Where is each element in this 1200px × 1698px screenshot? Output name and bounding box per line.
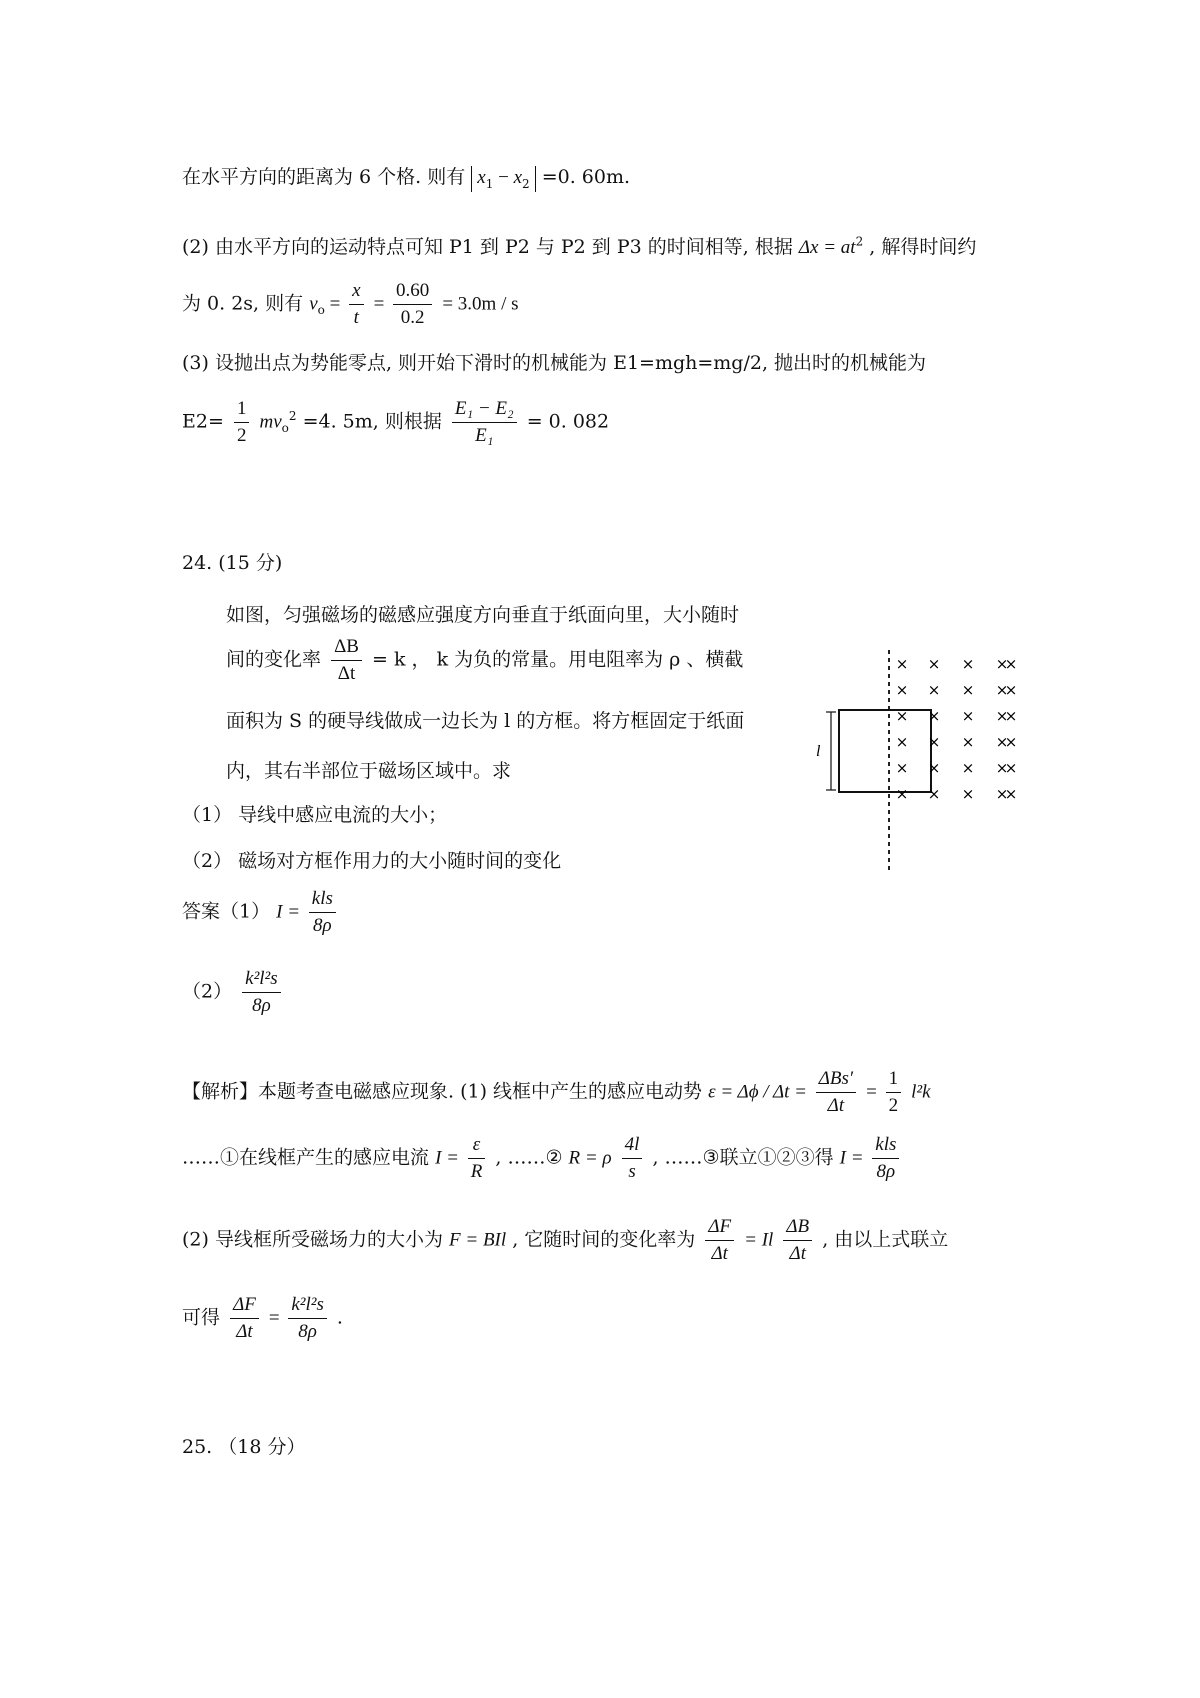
field-cross: × [1004,733,1018,751]
field-cross: × [961,681,975,699]
denominator: Δt [827,1094,845,1116]
field-cross: × [961,707,975,725]
numerator: 1 [234,398,250,423]
current-var: I = [435,1147,464,1169]
mv-sup: 2 [288,409,297,424]
solution-line-1 [182,162,630,192]
field-cross: × [961,733,975,751]
denominator: s [628,1160,636,1182]
fraction-x-over-t [349,280,363,329]
numerator: kls [872,1134,899,1159]
x2-sub: 2 [522,176,530,191]
denominator: R [470,1160,483,1182]
fraction-emf-over-R [468,1134,486,1183]
field-cross: × [961,785,975,803]
fraction-final [288,1294,327,1343]
line5-result: = 0. 082 [526,410,610,433]
field-cross: × [895,681,909,699]
analysis-l4-tail: . [336,1306,343,1329]
current-var-2: I = [839,1147,869,1169]
line1-result: =0. 60m. [541,166,631,188]
equals-sign: = [324,293,346,315]
x1-sub: 1 [485,176,494,191]
analysis-l2-mid2: , ……③联立①②③得 [652,1146,834,1169]
denominator: Δt [789,1242,806,1264]
denominator: E₁ [475,424,494,446]
answer-line-1 [182,888,340,937]
field-cross: × [895,655,909,673]
denominator: 2 [888,1094,899,1116]
equals-sign: = [268,1307,285,1329]
fraction-dB-dt-2 [783,1216,812,1265]
abs-expression [471,166,535,192]
numerator: ε [468,1134,486,1159]
field-cross: × [927,707,941,725]
field-cross: × [927,733,941,751]
q24-item-1: （1） 导线中感应电流的大小； [182,804,448,826]
force-eq: F = BIl [449,1229,507,1251]
numerator: kls [309,888,336,913]
question-25-header: 25. （18 分） [182,1436,306,1458]
answer-label-2: （2） [182,980,233,1003]
denominator: 0.2 [400,306,425,328]
q24-para-line-3: 面积为 S 的硬导线做成一边长为 l 的方框。将方框固定于纸面 [226,710,745,732]
line2-equation: Δx = at [798,237,856,258]
line2-text: (2) 由水平方向的运动特点可知 P1 到 P2 与 P2 到 P3 的时间相等, 根据 [182,236,793,258]
q24-para-line-1: 如图，匀强磁场的磁感应强度方向垂直于纸面向里，大小随时 [226,604,740,626]
numerator: k²l²s [242,968,281,993]
solution-line-5 [182,398,609,447]
analysis-l3-eq2: = Il [744,1229,774,1251]
fraction-4l-over-s [622,1134,643,1183]
mv-var: mv [259,411,282,433]
denominator: 8ρ [298,1320,317,1342]
x2-var: x [513,167,523,188]
fraction-dF-dt [705,1216,734,1265]
numerator: ΔB [783,1216,812,1241]
analysis-l3-mid: , 它随时间的变化率为 [512,1228,696,1251]
answer-line-2 [182,968,285,1017]
mv-sub: o [281,421,289,436]
denominator: 8ρ [313,914,332,936]
line5-mid: =4. 5m, 则根据 [302,410,442,433]
analysis-line-2 [182,1134,903,1183]
analysis-l3-tail: , 由以上式联立 [822,1228,949,1251]
field-cross: × [995,655,1009,673]
analysis-l2-pre: ……①在线框产生的感应电流 [182,1146,430,1169]
q24-para-line-2 [226,636,743,685]
field-cross: × [927,759,941,777]
field-cross: × [995,785,1009,803]
fraction-kls [872,1134,899,1183]
field-cross: × [995,681,1009,699]
analysis-line-3 [182,1216,948,1265]
square-wire-frame [839,710,931,792]
minus-sign: − [493,167,514,188]
field-cross: × [1004,785,1018,803]
solution-line-2 [182,232,976,259]
equals-sign: = [866,1081,882,1103]
resistance-eq: R = ρ [568,1147,612,1169]
denominator: Δt [236,1320,253,1342]
line5-pre: E2= [182,410,224,433]
line2-exponent: 2 [855,234,864,249]
q24-para-line-4: 内，其右半部位于磁场区域中。求 [226,760,512,782]
field-cross: × [995,759,1009,777]
fraction-numeric [393,280,432,329]
analysis-l2-mid: , ……② [495,1146,563,1169]
numerator: k²l²s [288,1294,327,1319]
denominator: 8ρ [876,1160,896,1182]
field-cross: × [961,655,975,673]
magnetic-field-figure [806,648,1036,870]
denominator: 2 [236,424,247,446]
velocity-var: v [309,293,318,315]
analysis-l4-pre: 可得 [182,1306,221,1329]
field-cross: × [995,733,1009,751]
fraction-dB-dt [331,636,362,685]
analysis-line-1 [182,1068,931,1117]
velocity-sub: o [317,303,325,318]
solution-line-4 [182,348,926,375]
solution-line-3 [182,280,519,329]
line2-tail: , 解得时间约 [869,236,977,258]
field-cross: × [927,681,941,699]
numerator: ΔF [705,1216,734,1241]
fraction-half [886,1068,902,1117]
numerator: ΔB [331,636,362,661]
question-24-header: 24. (15 分) [182,552,283,574]
magnetic-field-crosses [896,655,1018,803]
numerator: x [349,280,363,305]
field-cross: × [1004,759,1018,777]
field-cross: × [927,655,941,673]
numerator: ΔF [230,1294,259,1319]
denominator: 8ρ [252,994,271,1016]
numerator: ΔBs′ [816,1068,856,1093]
fraction-half [234,398,250,447]
analysis-l3-pre: (2) 导线框所受磁场力的大小为 [182,1228,443,1251]
fraction-energy [452,398,517,447]
equals-sign: = [373,293,390,315]
denominator: Δt [337,662,356,684]
analysis-l1-pre: 【解析】本题考查电磁感应现象. (1) 线框中产生的感应电动势 [182,1080,703,1103]
q24-p2-pre: 间的变化率 [226,648,322,671]
fraction-dBs-dt [816,1068,856,1117]
analysis-l1-tail: l²k [911,1081,931,1103]
numerator: E₁ − E₂ [452,398,517,423]
denominator: Δt [711,1242,728,1264]
field-cross: × [895,785,909,803]
field-cross: × [1004,655,1018,673]
analysis-emf-eq: ε = Δϕ / Δt = [708,1081,812,1103]
field-cross: × [995,707,1009,725]
field-cross: × [1004,681,1018,699]
field-cross: × [927,785,941,803]
line3-text: 为 0. 2s, 则有 [182,292,304,315]
side-length-label: l [816,743,821,760]
answer-fraction-2 [242,968,281,1017]
numerator: 0.60 [393,280,432,305]
field-cross: × [895,759,909,777]
analysis-line-4 [182,1294,343,1343]
line1-text: 在水平方向的距离为 6 个格. 则有 [182,166,466,188]
denominator: t [353,306,359,328]
answer-label: 答案（1） [182,900,271,923]
field-cross: × [961,759,975,777]
x1-var: x [477,167,486,188]
field-cross: × [895,733,909,751]
field-cross: × [895,707,909,725]
fraction-dF-dt-2 [230,1294,259,1343]
field-cross: × [1004,707,1018,725]
answer-fraction-1 [309,888,336,937]
numerator: 1 [886,1068,902,1093]
q24-item-2: （2） 磁场对方框作用力的大小随时间的变化 [182,850,562,872]
line4-text: (3) 设抛出点为势能零点, 则开始下滑时的机械能为 E1=mgh=mg/2, 抛出时的机械能为 [182,352,927,374]
line3-result: = 3.0m / s [442,293,519,315]
answer-I: I = [276,901,305,923]
numerator: 4l [622,1134,643,1159]
q24-p2-mid: = k ， k 为负的常量。用电阻率为 ρ 、横截 [372,648,744,671]
